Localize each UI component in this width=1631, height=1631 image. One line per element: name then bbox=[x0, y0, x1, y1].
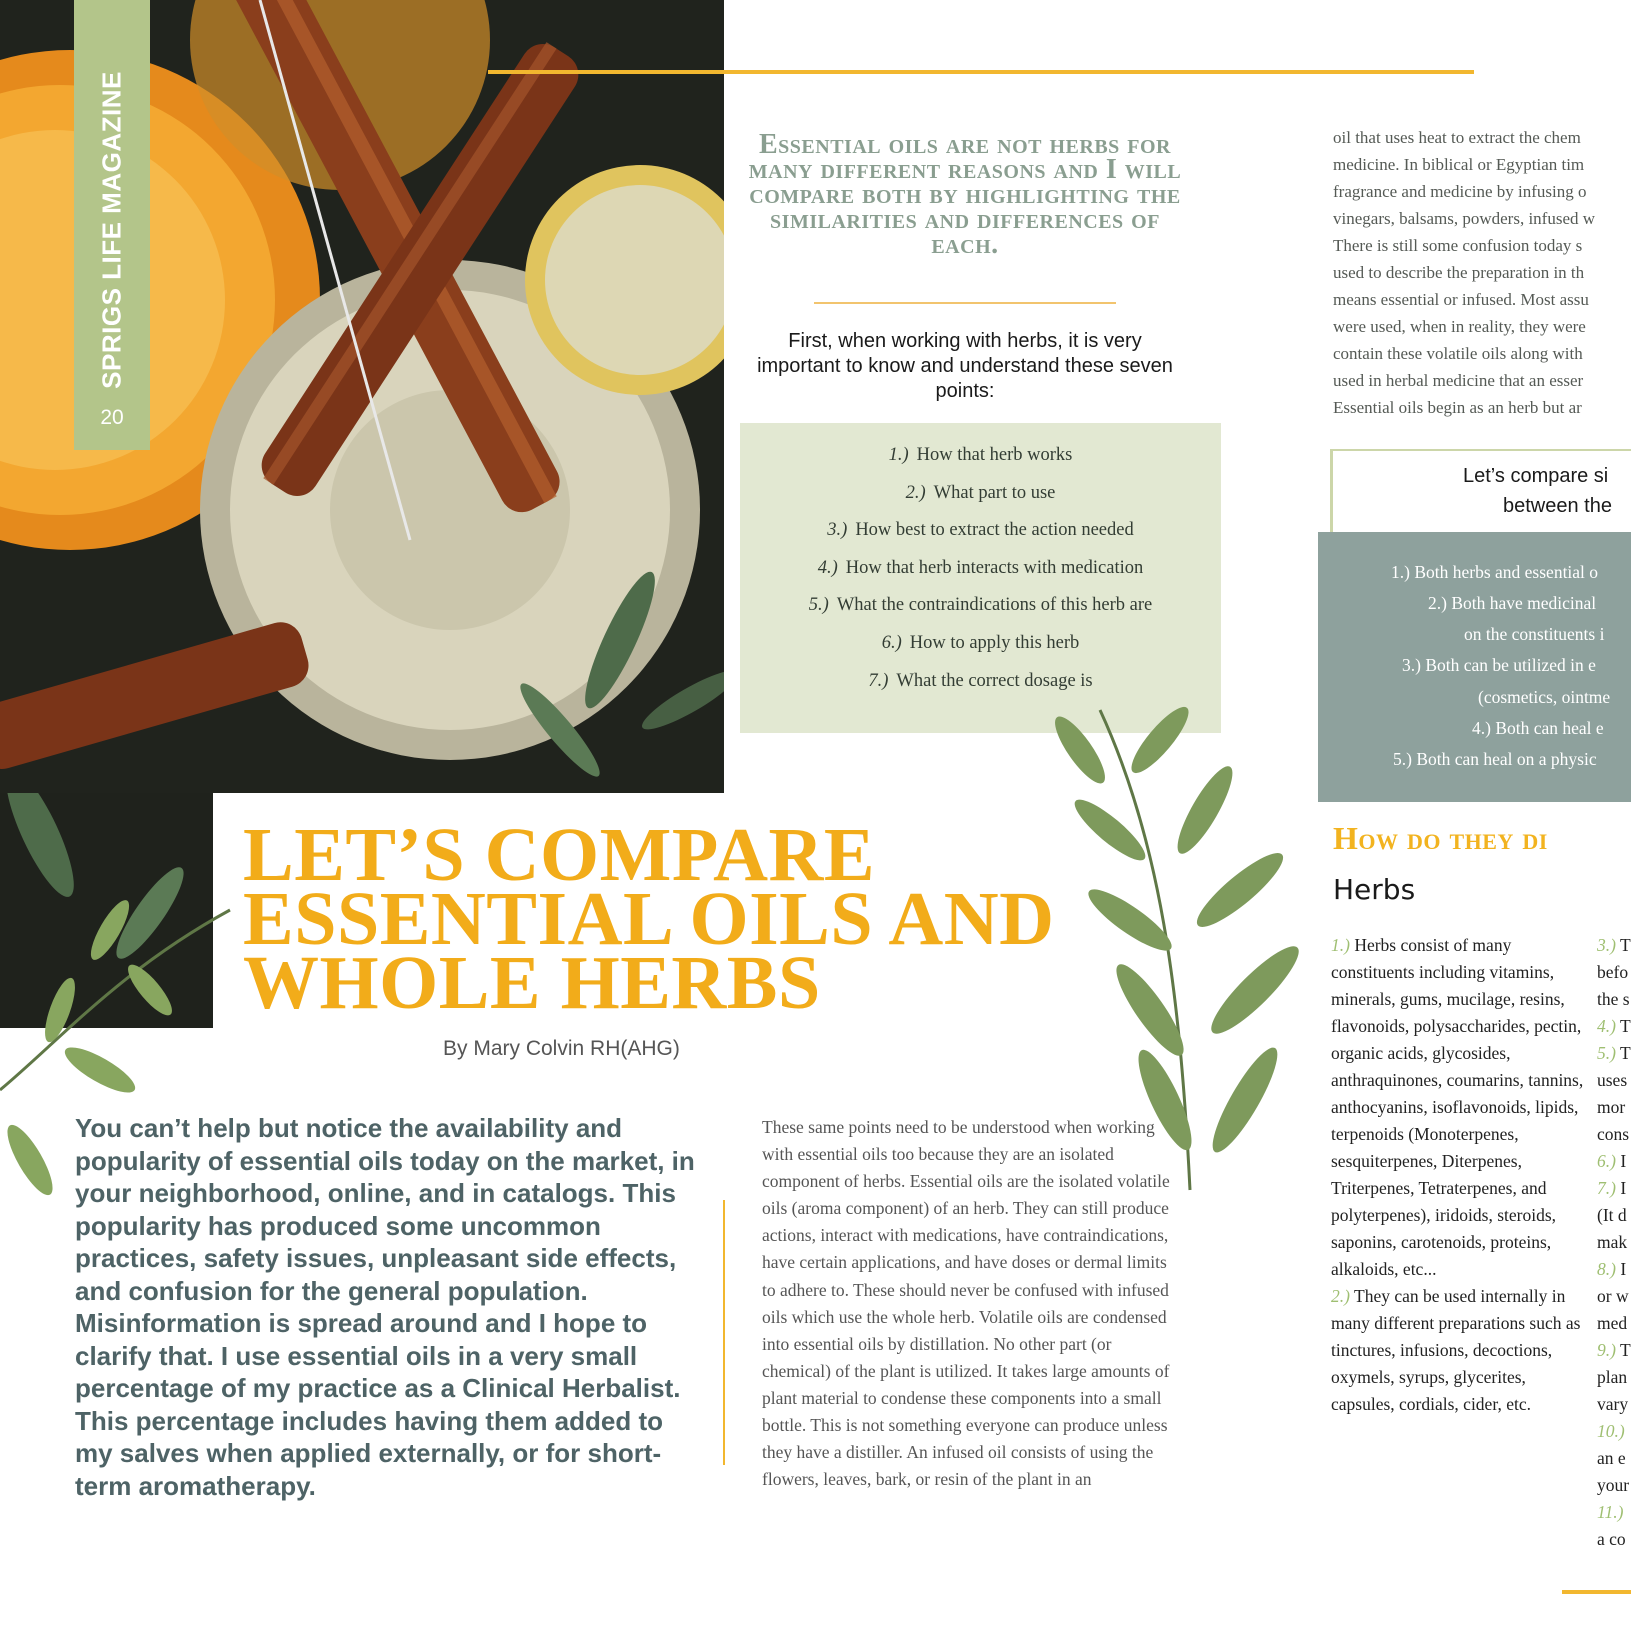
text-line bbox=[1597, 1472, 1631, 1499]
item-text: What the contraindications of this herb are bbox=[836, 595, 1153, 616]
list-item bbox=[740, 625, 1221, 663]
list-item: 5.) Both can heal on a physic bbox=[1393, 749, 1597, 769]
headline-line: WHOLE HERBS bbox=[243, 941, 821, 1025]
item-text: uses bbox=[1597, 1070, 1628, 1090]
item-text: your bbox=[1597, 1475, 1630, 1495]
list-item bbox=[740, 437, 1221, 475]
text-line bbox=[1597, 1283, 1631, 1310]
text-line bbox=[1597, 1175, 1631, 1202]
item-text: I bbox=[1615, 1178, 1627, 1198]
herbs-column-a bbox=[1331, 932, 1591, 1418]
text-line: vinegars, balsams, powders, infused w bbox=[1333, 209, 1596, 228]
item-text: How that herb works bbox=[916, 445, 1073, 465]
item-text: plan bbox=[1597, 1367, 1628, 1387]
article-headline bbox=[243, 813, 1143, 1025]
item-text: cons bbox=[1597, 1124, 1630, 1144]
text-line bbox=[1597, 1067, 1631, 1094]
item-text: How best to extract the action needed bbox=[855, 520, 1134, 541]
item-text: T bbox=[1615, 1340, 1631, 1360]
item-text: Herbs consist of many constituents including vitamins, minerals, gums, mucilage, resins, flavonoids, polysaccharides, pectin, organic acids, glycosides, anthraquinones, coumarins, tannins, anthocyanins, isoflavonoids, lipids, terpenoids (Monoterpenes, sesquiterpenes, Diterpenes, Triterpenes, Tetraterpenes, and polyterpenes), iridoids, steroids, saponins, carotenoids, proteins, alkaloids, etc... bbox=[1331, 935, 1584, 1279]
right-column-text bbox=[1333, 124, 1631, 421]
item-number: 5.) bbox=[1597, 1043, 1616, 1063]
bottom-rule bbox=[1562, 1590, 1631, 1594]
item-text: med bbox=[1597, 1313, 1628, 1333]
top-rule bbox=[488, 70, 1474, 74]
item-text: I bbox=[1615, 1259, 1627, 1279]
list-item bbox=[1331, 932, 1591, 1283]
headline-line: ESSENTIAL OILS AND bbox=[243, 877, 1055, 961]
text-line: means essential or infused. Most assu bbox=[1333, 290, 1589, 309]
item-number: 1.) bbox=[888, 445, 909, 465]
headline-line: LET’S COMPARE bbox=[243, 813, 876, 897]
list-item: 3.) Both can be utilized in e bbox=[1402, 655, 1596, 675]
item-number: 3.) bbox=[827, 520, 848, 541]
text-line: There is still some confusion today s bbox=[1333, 236, 1583, 255]
list-item bbox=[740, 512, 1221, 550]
item-number: 2.) bbox=[1331, 1286, 1350, 1306]
compare-heading-line: Let’s compare si bbox=[1463, 465, 1609, 487]
item-number: 2.) bbox=[905, 482, 926, 503]
list-item bbox=[1331, 1283, 1591, 1418]
text-line bbox=[1597, 959, 1631, 986]
compare-heading-line: between the bbox=[1503, 495, 1612, 517]
item-number: 11.) bbox=[1597, 1502, 1624, 1522]
item-number: 9.) bbox=[1597, 1340, 1616, 1360]
points-list bbox=[740, 423, 1221, 700]
herbs-column-b bbox=[1597, 932, 1631, 1553]
text-line: medicine. In biblical or Egyptian tim bbox=[1333, 155, 1585, 174]
item-number: 7.) bbox=[1597, 1178, 1616, 1198]
item-number: 8.) bbox=[1597, 1259, 1616, 1279]
item-number: 4.) bbox=[1597, 1016, 1616, 1036]
lede-paragraph: You can’t help but notice the availability and popularity of essential oils today on the market, in your neighborhood, online, and in catalogs. This popularity has produced some uncommon practices, safety issues, unpleasant side effects, and confusion for the general population. Misinformation is spread around and I hope to clarify that. I use essential oils in a very small percentage of my practice as a Clinical Herbalist. This percentage includes having them added to my salves when applied externally, or for short-term aromatherapy. bbox=[75, 1113, 695, 1501]
item-number: 5.) bbox=[808, 595, 829, 616]
text-line: Essential oils begin as an herb but ar bbox=[1333, 398, 1582, 417]
text-line: used to describe the preparation in th bbox=[1333, 263, 1585, 282]
pull-quote: Essential oils are not herbs for many different reasons and I will compare both by highlighting the similarities and differences of each. bbox=[748, 129, 1182, 260]
section-heading: How do they di bbox=[1333, 820, 1548, 856]
page-number: 20 bbox=[100, 406, 124, 429]
item-number: 1.) bbox=[1331, 935, 1350, 955]
item-text: vary bbox=[1597, 1394, 1629, 1414]
text-line bbox=[1597, 1310, 1631, 1337]
item-text: T bbox=[1615, 935, 1631, 955]
item-text: an e bbox=[1597, 1448, 1626, 1468]
text-line bbox=[1597, 1121, 1631, 1148]
text-line bbox=[1597, 1364, 1631, 1391]
list-item: (cosmetics, ointme bbox=[1478, 687, 1611, 707]
text-line bbox=[1597, 1499, 1631, 1526]
text-line bbox=[1597, 986, 1631, 1013]
item-text: mak bbox=[1597, 1232, 1628, 1252]
item-text: I bbox=[1615, 1151, 1627, 1171]
byline: By Mary Colvin RH(AHG) bbox=[443, 1037, 680, 1060]
item-number: 4.) bbox=[817, 557, 838, 578]
list-item bbox=[740, 550, 1221, 588]
text-line bbox=[1597, 1229, 1631, 1256]
text-line bbox=[1597, 1148, 1631, 1175]
seven-points-box bbox=[740, 423, 1221, 733]
text-line bbox=[1597, 1040, 1631, 1067]
text-line bbox=[1597, 1256, 1631, 1283]
item-text: What part to use bbox=[933, 482, 1056, 503]
item-number: 3.) bbox=[1597, 935, 1616, 955]
compare-heading bbox=[1333, 451, 1631, 531]
body-paragraph: These same points need to be understood when working with essential oils too because they are an isolated component of herbs. Essential oils are the isolated volatile oils (aroma component) of an herb. They can still produce actions, interact with medications, have contraindications, have certain applications, and have doses or dermal limits to adhere to. These should never be confused with infused oils which use the whole herb. Volatile oils are condensed into essential oils by distillation. No other part (or chemical) of the plant is utilized. It takes large amounts of plant material to condense these components into a small bottle. This is not something everyone can produce unless they have a distiller. An infused oil consists of using the flowers, leaves, bark, or resin of the plant in an bbox=[762, 1117, 1170, 1490]
text-line bbox=[1597, 1094, 1631, 1121]
text-line bbox=[1597, 1202, 1631, 1229]
item-text: T bbox=[1615, 1016, 1631, 1036]
item-text: mor bbox=[1597, 1097, 1626, 1117]
pull-quote-rule bbox=[814, 302, 1116, 304]
item-number: 6.) bbox=[1597, 1151, 1616, 1171]
item-text: the s bbox=[1597, 989, 1630, 1009]
text-line bbox=[1597, 1013, 1631, 1040]
item-text: or w bbox=[1597, 1286, 1629, 1306]
text-line: were used, when in reality, they were bbox=[1333, 317, 1586, 336]
list-item bbox=[740, 587, 1221, 625]
text-line bbox=[1597, 932, 1631, 959]
list-item: 2.) Both have medicinal bbox=[1428, 593, 1597, 613]
item-text: (It d bbox=[1597, 1205, 1627, 1225]
item-text: What the correct dosage is bbox=[896, 670, 1093, 691]
intro-text: First, when working with herbs, it is very important to know and understand these seven points: bbox=[757, 330, 1173, 402]
item-number: 7.) bbox=[868, 670, 889, 691]
item-text: a co bbox=[1597, 1529, 1626, 1549]
item-number: 10.) bbox=[1597, 1421, 1625, 1441]
item-text: befo bbox=[1597, 962, 1629, 982]
magazine-name: SPRIGS LIFE MAGAZINE bbox=[96, 71, 127, 389]
text-line: oil that uses heat to extract the chem bbox=[1333, 128, 1581, 147]
text-line bbox=[1597, 1526, 1631, 1553]
text-line: fragrance and medicine by infusing o bbox=[1333, 182, 1587, 201]
item-text: T bbox=[1615, 1043, 1631, 1063]
herbs-subheading: Herbs bbox=[1333, 873, 1416, 906]
text-line bbox=[1597, 1337, 1631, 1364]
magazine-sidebar bbox=[74, 0, 150, 450]
list-item: 4.) Both can heal e bbox=[1472, 718, 1604, 738]
list-item: on the constituents i bbox=[1464, 624, 1605, 644]
item-number: 6.) bbox=[881, 632, 902, 653]
item-text: They can be used internally in many different preparations such as tinctures, infusions, decoctions, oxymels, syrups, glycerites, capsules, cordials, cider, etc. bbox=[1331, 1286, 1581, 1414]
text-line: used in herbal medicine that an esser bbox=[1333, 371, 1584, 390]
item-text: How that herb interacts with medication bbox=[845, 557, 1144, 578]
column-rule bbox=[723, 1200, 725, 1465]
text-line bbox=[1597, 1391, 1631, 1418]
text-line bbox=[1597, 1445, 1631, 1472]
text-line bbox=[1597, 1418, 1631, 1445]
compare-similarities-box bbox=[1318, 532, 1631, 802]
list-item: 1.) Both herbs and essential o bbox=[1391, 562, 1599, 582]
text-line: contain these volatile oils along with bbox=[1333, 344, 1583, 363]
item-text: How to apply this herb bbox=[909, 632, 1080, 653]
list-item bbox=[740, 475, 1221, 513]
